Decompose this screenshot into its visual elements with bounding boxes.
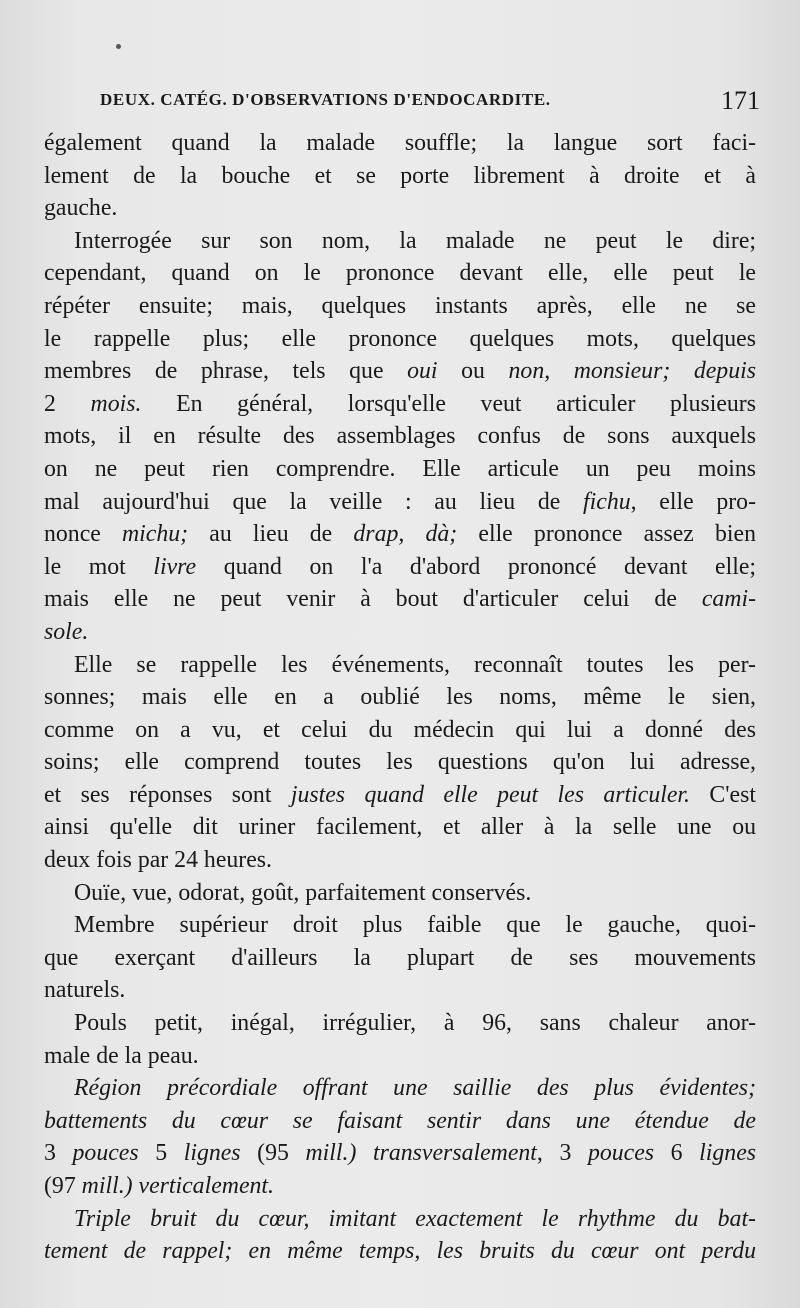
text-segment: 3 xyxy=(44,1140,73,1167)
italic-segment: oui xyxy=(407,358,438,385)
text-segment: C'est xyxy=(689,781,756,808)
italic-segment: Triple bruit du cœur, imitant exactement le rhythme du bat- xyxy=(74,1205,756,1232)
text-line xyxy=(44,1203,756,1236)
text-line xyxy=(44,323,756,356)
text-segment: Pouls petit, inégal, irrégulier, à 96, sans chaleur anor- xyxy=(74,1010,756,1037)
text-line xyxy=(44,877,756,910)
text-line xyxy=(44,844,756,877)
text-segment: En général, lorsqu'elle veut articuler plusieurs xyxy=(141,390,756,417)
text-line xyxy=(44,160,756,193)
text-line xyxy=(44,453,756,486)
italic-segment: cami- xyxy=(701,586,756,613)
italic-segment: sole. xyxy=(44,618,89,645)
text-line xyxy=(44,714,756,747)
italic-segment: michu; xyxy=(122,521,189,548)
text-segment: on ne peut rien comprendre. Elle articule un peu moins xyxy=(44,455,756,482)
text-segment: sonnes; mais elle en a oublié les noms, même le sien, xyxy=(44,684,756,711)
text-line xyxy=(44,388,756,421)
italic-segment: pouces xyxy=(587,1140,655,1167)
text-line xyxy=(44,1235,756,1268)
text-segment: , 3 xyxy=(536,1140,588,1167)
text-segment: Elle se rappelle les événements, reconnaît toutes les per- xyxy=(74,651,756,678)
italic-segment: livre xyxy=(153,553,197,580)
text-segment: mais elle ne peut venir à bout d'articuler celui de xyxy=(44,586,702,613)
running-title: DEUX. CATÉG. D'OBSERVATIONS D'ENDOCARDITE. xyxy=(100,90,551,109)
italic-segment: battements du cœur se faisant sentir dans une étendue de xyxy=(44,1107,756,1134)
text-segment: , elle pro- xyxy=(630,488,756,515)
italic-segment: justes quand elle peut les articuler. xyxy=(290,781,690,808)
page-number: 171 xyxy=(721,86,760,115)
text-line xyxy=(44,779,756,812)
text-segment: 5 xyxy=(138,1140,184,1167)
text-segment: également quand la malade souffle; la langue sort faci- xyxy=(44,130,756,156)
text-line xyxy=(44,681,756,714)
text-segment: male de la peau. xyxy=(44,1042,199,1069)
text-line xyxy=(44,746,756,779)
italic-segment: fichu xyxy=(583,488,631,515)
text-line xyxy=(44,192,756,225)
ink-speck xyxy=(116,44,121,49)
italic-segment: lignes xyxy=(183,1140,241,1167)
text-segment: 2 xyxy=(44,390,91,417)
text-segment: quand on l'a d'abord prononcé devant elle; xyxy=(196,553,757,580)
text-segment: mots, il en résulte des assemblages confus de sons auxquels xyxy=(44,423,756,450)
italic-segment: mill.) transversalement xyxy=(305,1140,537,1167)
text-line xyxy=(44,1007,756,1040)
text-line xyxy=(44,583,756,616)
text-segment: (97 xyxy=(44,1173,82,1199)
text-segment: 6 xyxy=(654,1140,700,1167)
italic-segment: pouces xyxy=(72,1140,139,1167)
text-line xyxy=(44,518,756,551)
text-segment: répéter ensuite; mais, quelques instants après, elle ne se xyxy=(44,292,756,319)
text-segment: et ses réponses sont xyxy=(44,781,291,808)
text-segment: membres de phrase, tels que xyxy=(44,358,408,385)
text-segment: mal aujourd'hui que la veille : au lieu de xyxy=(44,488,584,515)
text-line xyxy=(44,290,756,323)
text-segment: que exerçant d'ailleurs la plupart de ses mouvements xyxy=(44,944,756,971)
text-line xyxy=(44,649,756,682)
text-segment: (95 xyxy=(240,1140,306,1167)
text-segment: Interrogée sur son nom, la malade ne peut le dire; xyxy=(74,227,756,254)
body-text xyxy=(44,127,756,1268)
text-segment: deux fois par 24 heures. xyxy=(44,847,272,874)
text-segment: comme on a vu, et celui du médecin qui lui a donné des xyxy=(44,716,756,743)
text-segment: cependant, quand on le prononce devant elle, elle peut le xyxy=(44,260,756,287)
italic-segment: lignes xyxy=(699,1140,757,1167)
text-line xyxy=(44,420,756,453)
text-segment: ainsi qu'elle dit uriner facilement, et aller à la selle une ou xyxy=(44,814,756,841)
italic-segment: non, monsieur; depuis xyxy=(508,358,756,385)
text-segment: soins; elle comprend toutes les questions qu'on lui adresse, xyxy=(44,749,756,776)
italic-segment: mill.) verticalement. xyxy=(81,1173,274,1199)
text-line xyxy=(44,486,756,519)
text-segment: Ouïe, vue, odorat, goût, parfaitement conservés. xyxy=(74,879,532,906)
text-segment: nonce xyxy=(44,521,122,548)
text-line xyxy=(44,551,756,584)
text-line xyxy=(44,942,756,975)
text-line xyxy=(44,811,756,844)
text-line xyxy=(44,225,756,258)
text-line xyxy=(44,616,756,649)
text-line xyxy=(44,909,756,942)
text-line xyxy=(44,1105,756,1138)
text-line xyxy=(44,355,756,388)
text-line xyxy=(44,1072,756,1105)
text-segment: au lieu de xyxy=(188,521,354,548)
text-line xyxy=(44,974,756,1007)
italic-segment: drap, dà; xyxy=(353,521,458,548)
text-segment: le rappelle plus; elle prononce quelques mots, quelques xyxy=(44,325,756,352)
text-segment: le mot xyxy=(44,553,154,580)
text-segment: elle prononce assez bien xyxy=(457,521,756,548)
text-line xyxy=(44,1137,756,1170)
text-segment: ou xyxy=(437,358,509,385)
text-line xyxy=(44,1170,756,1203)
italic-segment: Région précordiale offrant une saillie des plus évidentes; xyxy=(74,1075,756,1102)
text-segment: gauche. xyxy=(44,195,118,222)
running-header xyxy=(100,86,760,115)
text-segment: naturels. xyxy=(44,977,126,1004)
text-line xyxy=(44,257,756,290)
text-line xyxy=(44,127,756,160)
text-line xyxy=(44,1040,756,1073)
italic-segment: mois. xyxy=(90,390,142,417)
text-segment: Membre supérieur droit plus faible que le gauche, quoi- xyxy=(74,912,756,939)
italic-segment: tement de rappel; en même temps, les bruits du cœur ont perdu xyxy=(44,1238,756,1265)
text-segment: lement de la bouche et se porte librement à droite et à xyxy=(44,162,756,189)
